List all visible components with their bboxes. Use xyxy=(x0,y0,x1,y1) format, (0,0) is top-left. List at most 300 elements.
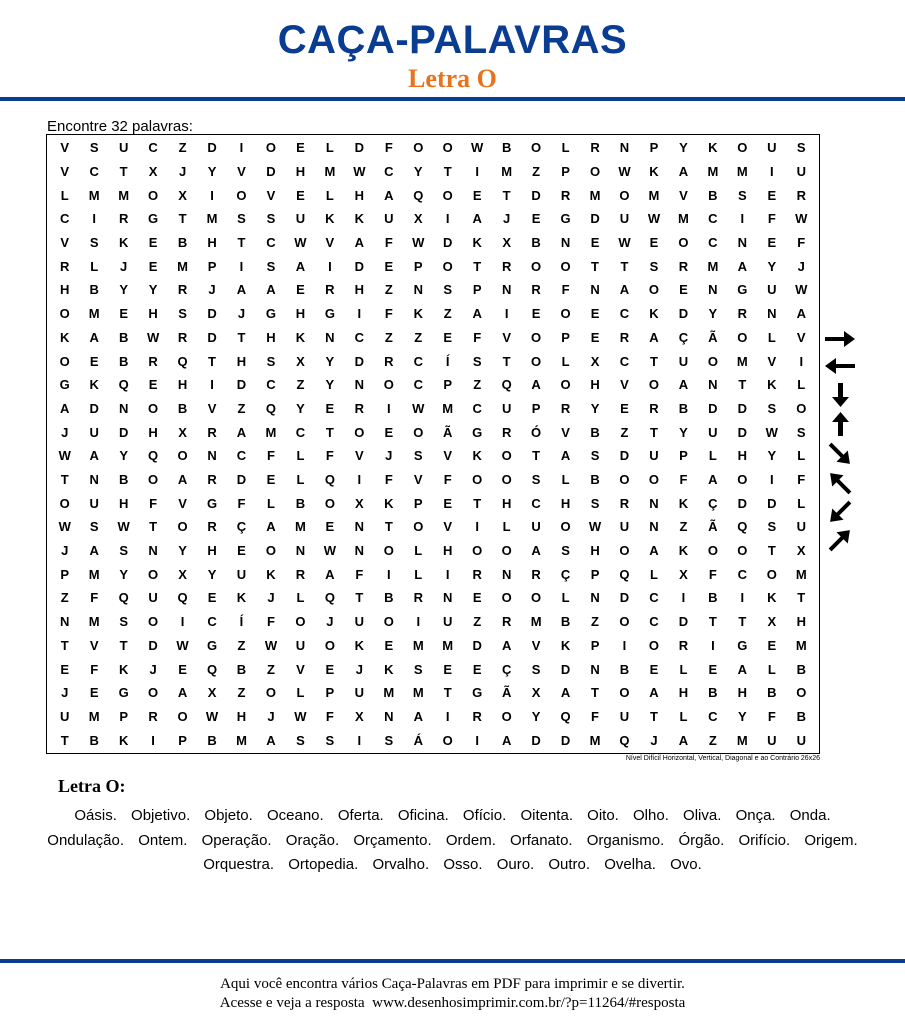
grid-cell: O xyxy=(442,140,453,156)
grid-cell: T xyxy=(60,637,69,653)
grid-cell: D xyxy=(207,329,217,345)
grid-cell: Y xyxy=(679,140,688,156)
grid-cell: V xyxy=(767,353,777,369)
word-item: Ouro. xyxy=(496,856,535,873)
grid-cell: L xyxy=(679,661,688,677)
grid-cell: E xyxy=(590,329,600,345)
word-item: Orifício. xyxy=(738,831,791,849)
grid-cell: L xyxy=(649,566,658,582)
grid-cell: P xyxy=(531,400,541,416)
grid-cell: G xyxy=(148,211,159,227)
grid-cell: A xyxy=(89,543,99,559)
grid-cell: O xyxy=(442,187,453,203)
word-item: Oliva. xyxy=(683,807,722,824)
grid-cell: C xyxy=(354,329,365,345)
grid-cell: U xyxy=(118,140,129,156)
grid-cell: X xyxy=(502,235,511,251)
grid-cell: B xyxy=(590,424,600,440)
grid-cell: L xyxy=(414,566,423,582)
grid-cell: O xyxy=(472,472,483,488)
grid-cell: B xyxy=(767,685,777,701)
grid-cell: Z xyxy=(679,519,688,535)
grid-cell: A xyxy=(796,306,806,322)
arrow-left-icon xyxy=(822,353,858,379)
grid-cell: T xyxy=(355,590,364,606)
grid-cell: Q xyxy=(148,448,159,464)
grid-cell: E xyxy=(119,306,128,322)
grid-cell: U xyxy=(649,448,659,464)
grid-cell: B xyxy=(118,472,129,488)
grid-cell: W xyxy=(176,637,189,653)
grid-cell: B xyxy=(295,495,306,511)
grid-cell: Q xyxy=(501,377,512,393)
grid-cell: G xyxy=(118,685,129,701)
grid-cell: M xyxy=(589,187,601,203)
grid-cell: G xyxy=(265,306,277,322)
grid-cell: P xyxy=(413,258,423,274)
grid-cell: I xyxy=(210,377,214,393)
grid-cell: U xyxy=(89,424,99,440)
grid-cell: A xyxy=(649,543,659,559)
grid-cell: O xyxy=(265,685,277,701)
grid-cell: N xyxy=(649,495,659,511)
grid-cell: A xyxy=(295,258,306,274)
grid-cell: B xyxy=(708,187,718,203)
grid-cell: E xyxy=(325,519,335,535)
grid-cell: I xyxy=(92,211,96,227)
grid-cell: L xyxy=(767,661,776,677)
grid-cell: D xyxy=(737,400,748,416)
grid-cell: P xyxy=(679,448,688,464)
arrow-down-right-icon xyxy=(822,441,858,467)
grid-cell: B xyxy=(384,590,394,606)
grid-cell: M xyxy=(707,258,719,274)
grid-cell: O xyxy=(619,685,630,701)
grid-cell: Q xyxy=(324,590,335,606)
grid-cell: G xyxy=(59,377,70,393)
grid-cell: D xyxy=(531,187,541,203)
grid-cell: T xyxy=(591,685,599,701)
grid-cell: K xyxy=(354,211,365,227)
grid-cell: O xyxy=(501,590,512,606)
grid-cell: V xyxy=(89,637,99,653)
grid-cell: Ó xyxy=(531,424,542,440)
grid-cell: U xyxy=(796,519,806,535)
grid-cell: O xyxy=(59,306,70,322)
grid-cell: N xyxy=(619,140,630,156)
grid-cell: O xyxy=(59,353,70,369)
letter-grid xyxy=(46,134,820,754)
grid-cell: Á xyxy=(413,732,423,748)
grid-cell: R xyxy=(295,566,306,582)
grid-cell: W xyxy=(146,329,160,345)
grid-cell: D xyxy=(266,164,276,180)
grid-cell: D xyxy=(236,472,247,488)
grid-cell: T xyxy=(767,543,776,559)
grid-cell: B xyxy=(118,353,129,369)
grid-cell: H xyxy=(236,353,247,369)
grid-cell: O xyxy=(531,353,542,369)
grid-cell: R xyxy=(501,258,512,274)
grid-cell: N xyxy=(118,400,129,416)
grid-cell: Z xyxy=(443,306,452,322)
grid-cell: C xyxy=(708,708,718,724)
grid-cell: T xyxy=(237,235,246,251)
grid-cell: F xyxy=(384,235,393,251)
grid-cell: D xyxy=(354,140,365,156)
grid-cell: K xyxy=(649,306,659,322)
grid-cell: I xyxy=(769,164,774,180)
grid-cell: W xyxy=(58,519,71,535)
grid-cell: H xyxy=(678,685,689,701)
grid-cell: K xyxy=(384,495,394,511)
grid-cell: A xyxy=(236,282,247,298)
grid-cell: E xyxy=(531,211,541,227)
grid-cell: O xyxy=(531,140,542,156)
grid-cell: D xyxy=(560,732,571,748)
grid-cell: K xyxy=(678,543,689,559)
grid-cell: E xyxy=(237,543,246,559)
word-item: Ondulação. xyxy=(47,831,125,849)
grid-cell: P xyxy=(207,258,217,274)
grid-cell: R xyxy=(118,211,129,227)
grid-cell: E xyxy=(60,661,70,677)
grid-cell: S xyxy=(266,353,276,369)
word-item: Ovo. xyxy=(670,856,702,873)
page-title: CAÇA-PALAVRAS xyxy=(277,18,628,62)
grid-cell: J xyxy=(61,543,69,559)
grid-cell: M xyxy=(88,306,100,322)
grid-cell: R xyxy=(619,329,630,345)
grid-cell: M xyxy=(442,637,454,653)
grid-cell: K xyxy=(472,448,482,464)
grid-cell: L xyxy=(679,708,688,724)
grid-cell: L xyxy=(797,495,806,511)
grid-cell: N xyxy=(590,661,600,677)
grid-cell: M xyxy=(501,164,513,180)
grid-cell: G xyxy=(472,685,483,701)
grid-cell: J xyxy=(178,164,187,180)
grid-cell: X xyxy=(148,164,158,180)
grid-cell: Z xyxy=(708,732,717,748)
grid-cell: Z xyxy=(532,164,541,180)
grid-cell: I xyxy=(386,566,391,582)
grid-cell: A xyxy=(737,661,748,677)
grid-cell: W xyxy=(58,448,71,464)
grid-cell: T xyxy=(149,519,158,535)
grid-cell: Y xyxy=(119,282,128,298)
grid-cell: O xyxy=(148,472,159,488)
grid-cell: I xyxy=(416,614,421,630)
arrow-up-left-icon xyxy=(822,470,858,496)
grid-cell: H xyxy=(737,685,748,701)
grid-cell: M xyxy=(88,566,100,582)
grid-cell: X xyxy=(296,353,305,369)
grid-cell: A xyxy=(560,448,571,464)
grid-cell: N xyxy=(295,543,306,559)
grid-cell: O xyxy=(737,140,748,156)
grid-cell: C xyxy=(413,353,423,369)
grid-cell: T xyxy=(649,353,658,369)
grid-cell: Z xyxy=(384,282,393,298)
grid-cell: D xyxy=(89,400,99,416)
grid-cell: Z xyxy=(591,614,599,630)
grid-cell: T xyxy=(119,164,128,180)
grid-cell: D xyxy=(472,637,482,653)
grid-cell: Z xyxy=(237,637,246,653)
grid-cell: P xyxy=(561,329,570,345)
grid-cell: S xyxy=(119,543,128,559)
grid-cell: T xyxy=(325,424,334,440)
grid-cell: F xyxy=(591,708,599,724)
grid-cell: L xyxy=(767,329,776,345)
grid-cell: K xyxy=(89,377,99,393)
grid-cell: R xyxy=(207,472,217,488)
grid-cell: R xyxy=(678,258,689,274)
grid-cell: G xyxy=(324,306,335,322)
grid-cell: V xyxy=(796,329,806,345)
grid-cell: Q xyxy=(177,353,188,369)
grid-cell: O xyxy=(707,543,718,559)
word-item: Oceano. xyxy=(266,807,324,824)
grid-cell: R xyxy=(560,400,571,416)
grid-cell: O xyxy=(501,708,512,724)
grid-cell: H xyxy=(148,424,158,440)
grid-cell: O xyxy=(737,329,748,345)
grid-cell: I xyxy=(180,614,185,630)
grid-cell: V xyxy=(207,400,217,416)
grid-cell: D xyxy=(148,637,158,653)
grid-cell: D xyxy=(678,614,689,630)
word-item: Ortopedia. xyxy=(288,856,359,873)
grid-cell: D xyxy=(236,377,247,393)
grid-cell: K xyxy=(118,732,129,748)
grid-cell: Ç xyxy=(708,495,718,511)
grid-cell: V xyxy=(60,164,70,180)
word-list xyxy=(40,804,865,878)
grid-cell: N xyxy=(708,377,718,393)
grid-cell: P xyxy=(119,708,128,724)
grid-cell: P xyxy=(443,377,453,393)
grid-cell: I xyxy=(681,590,686,606)
arrow-down-left-icon xyxy=(822,499,858,525)
grid-cell: E xyxy=(649,661,659,677)
grid-cell: M xyxy=(236,732,247,748)
grid-cell: A xyxy=(177,685,188,701)
grid-cell: F xyxy=(384,306,393,322)
grid-cell: O xyxy=(148,187,159,203)
grid-cell: H xyxy=(796,614,806,630)
grid-cell: E xyxy=(89,353,99,369)
grid-cell: P xyxy=(590,637,600,653)
grid-cell: I xyxy=(711,637,715,653)
grid-cell: T xyxy=(738,377,747,393)
grid-cell: U xyxy=(295,211,306,227)
grid-cell: K xyxy=(767,590,777,606)
grid-cell: J xyxy=(208,282,216,298)
grid-cell: B xyxy=(207,732,217,748)
grid-cell: I xyxy=(357,472,362,488)
grid-cell: B xyxy=(708,590,718,606)
grid-cell: W xyxy=(618,235,631,251)
word-item: Ordem. xyxy=(445,831,496,849)
grid-cell: O xyxy=(619,472,630,488)
grid-cell: T xyxy=(473,258,482,274)
grid-cell: W xyxy=(647,211,661,227)
grid-cell: V xyxy=(531,637,541,653)
grid-cell: P xyxy=(590,566,600,582)
grid-cell: O xyxy=(442,258,453,274)
grid-cell: L xyxy=(561,472,570,488)
grid-cell: K xyxy=(295,329,306,345)
grid-cell: J xyxy=(797,258,805,274)
grid-cell: U xyxy=(89,495,99,511)
grid-cell: D xyxy=(767,495,777,511)
grid-cell: E xyxy=(178,661,187,677)
grid-cell: R xyxy=(649,400,659,416)
grid-cell: R xyxy=(619,495,630,511)
grid-cell: N xyxy=(443,590,453,606)
word-item: Oração. xyxy=(285,831,340,849)
grid-cell: N xyxy=(354,377,365,393)
arrow-up-right-icon xyxy=(822,527,858,553)
grid-cell: Y xyxy=(738,708,747,724)
grid-cell: J xyxy=(149,661,157,677)
grid-cell: Z xyxy=(266,661,275,677)
grid-cell: R xyxy=(678,637,689,653)
grid-cell: R xyxy=(472,566,482,582)
grid-cell: E xyxy=(443,329,453,345)
word-item: Onda. xyxy=(789,807,831,824)
grid-cell: O xyxy=(324,637,335,653)
grid-cell: S xyxy=(325,732,335,748)
grid-cell: E xyxy=(767,187,777,203)
grid-cell: O xyxy=(737,543,748,559)
grid-cell: H xyxy=(295,306,306,322)
grid-cell: W xyxy=(294,235,307,251)
grid-cell: M xyxy=(412,637,424,653)
grid-cell: H xyxy=(60,282,70,298)
grid-cell: L xyxy=(561,590,570,606)
grid-cell: D xyxy=(678,306,689,322)
grid-cell: B xyxy=(236,661,247,677)
grid-cell: K xyxy=(708,140,718,156)
grid-cell: T xyxy=(532,448,541,464)
grid-cell: S xyxy=(649,258,659,274)
grid-cell: Y xyxy=(767,258,777,274)
grid-cell: V xyxy=(620,377,629,393)
grid-cell: S xyxy=(590,448,600,464)
grid-cell: S xyxy=(796,140,806,156)
grid-cell: M xyxy=(294,519,306,535)
grid-cell: L xyxy=(296,448,305,464)
arrow-down-icon xyxy=(822,382,858,408)
word-item: Oito. xyxy=(587,807,619,824)
grid-cell: J xyxy=(267,590,275,606)
grid-cell: T xyxy=(738,614,747,630)
grid-cell: Q xyxy=(737,519,748,535)
grid-cell: L xyxy=(708,448,717,464)
grid-cell: E xyxy=(443,661,453,677)
grid-cell: V xyxy=(502,329,511,345)
grid-cell: Y xyxy=(207,566,217,582)
grid-cell: I xyxy=(445,211,450,227)
grid-cell: S xyxy=(266,258,276,274)
grid-cell: M xyxy=(324,164,336,180)
grid-cell: W xyxy=(471,140,484,156)
grid-cell: F xyxy=(473,329,482,345)
grid-cell: S xyxy=(413,661,423,677)
grid-cell: Y xyxy=(325,377,335,393)
grid-cell: I xyxy=(210,187,214,203)
grid-cell: G xyxy=(472,424,483,440)
grid-cell: V xyxy=(60,140,70,156)
grid-cell: L xyxy=(797,448,806,464)
grid-cell: O xyxy=(383,377,394,393)
grid-cell: U xyxy=(60,708,70,724)
grid-cell: W xyxy=(323,543,337,559)
grid-cell: E xyxy=(708,661,718,677)
grid-cell: E xyxy=(296,282,305,298)
grid-cell: T xyxy=(384,519,393,535)
grid-cell: A xyxy=(649,685,659,701)
grid-cell: U xyxy=(443,614,453,630)
grid-cell: A xyxy=(89,329,99,345)
grid-cell: M xyxy=(265,424,277,440)
grid-cell: E xyxy=(266,472,276,488)
grid-cell: I xyxy=(328,258,332,274)
grid-cell: U xyxy=(796,164,806,180)
grid-cell: D xyxy=(708,400,718,416)
grid-cell: P xyxy=(472,282,482,298)
grid-cell: Z xyxy=(473,614,482,630)
grid-cell: E xyxy=(590,306,600,322)
grid-cell: F xyxy=(325,708,334,724)
grid-cell: M xyxy=(589,732,601,748)
grid-cell: O xyxy=(265,543,277,559)
grid-cell: C xyxy=(708,235,718,251)
grid-cell: E xyxy=(89,685,99,701)
grid-cell: O xyxy=(619,187,630,203)
grid-cell: V xyxy=(443,519,453,535)
grid-cell: E xyxy=(443,495,453,511)
grid-cell: V xyxy=(237,164,246,180)
footer xyxy=(0,975,905,1013)
grid-cell: T xyxy=(60,732,69,748)
grid-cell: M xyxy=(530,614,542,630)
grid-cell: H xyxy=(207,543,217,559)
grid-cell: H xyxy=(177,377,188,393)
grid-cell: Y xyxy=(531,708,541,724)
grid-cell: N xyxy=(590,590,600,606)
grid-cell: T xyxy=(502,187,511,203)
grid-cell: I xyxy=(386,400,391,416)
grid-cell: E xyxy=(620,400,629,416)
grid-cell: N xyxy=(501,282,512,298)
word-item: Olho. xyxy=(633,807,669,824)
grid-cell: W xyxy=(795,282,808,298)
grid-cell: Ç xyxy=(236,519,247,535)
grid-cell: B xyxy=(590,472,600,488)
grid-cell: V xyxy=(296,661,305,677)
grid-cell: U xyxy=(236,566,247,582)
grid-cell: K xyxy=(678,495,689,511)
grid-cell: T xyxy=(649,424,658,440)
word-item: Oitenta. xyxy=(520,807,573,824)
grid-cell: R xyxy=(148,353,158,369)
grid-cell: R xyxy=(501,614,512,630)
grid-cell: O xyxy=(442,732,453,748)
